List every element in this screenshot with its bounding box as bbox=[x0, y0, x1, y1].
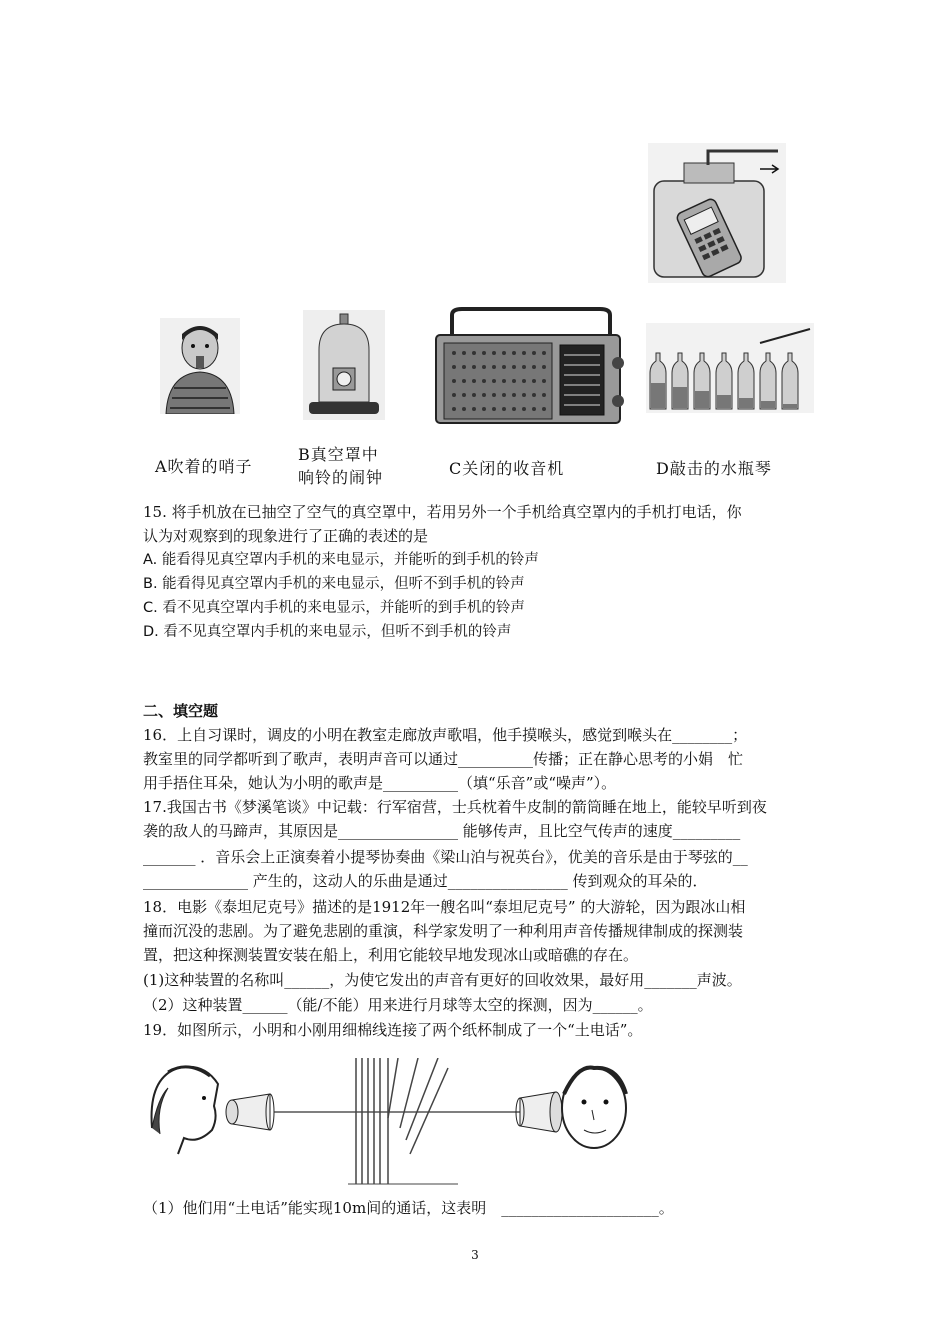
q18-sub1: (1)这种装置的名称叫______，为使它发出的声音有更好的回收效果，最好用_______声波。 bbox=[143, 971, 742, 989]
q18-line2: 撞而沉没的悲剧。为了避免悲剧的重演，科学家发明了一种利用声音传播规律制成的探测装 bbox=[143, 922, 744, 940]
phone-in-jar-figure bbox=[648, 143, 786, 283]
q17-line1: 17.我国古书《梦溪笔谈》中记载：行军宿营，士兵枕着牛皮制的箭筒睡在地上，能较早听到夜 bbox=[143, 798, 767, 816]
q18-line3: 置，把这种探测装置安装在船上，利用它能较早地发现冰山或暗礁的存在。 bbox=[143, 946, 639, 964]
q16-line1: 16．上自习课时，调皮的小明在教室走廊放声歌唱，他手摸喉头，感觉到喉头在________； bbox=[143, 726, 748, 744]
q15-stem-line2: 认为对观察到的现象进行了正确的表述的是 bbox=[143, 527, 429, 545]
q16-line2: 教室里的同学都听到了歌声，表明声音可以通过__________传播；正在静心思考的小娟 忙 bbox=[143, 750, 744, 768]
q17-line2: 袭的敌人的马蹄声，其原因是________________ 能够传声，且比空气传声的速度_________ bbox=[143, 822, 741, 840]
radio-figure bbox=[432, 305, 630, 427]
q19-sub1: （1）他们用“土电话”能实现10m间的通话，这表明 _____________________。 bbox=[143, 1199, 674, 1217]
water-bottles-figure bbox=[646, 323, 814, 413]
caption-b-line1: B真空罩中 bbox=[298, 445, 379, 464]
section-heading: 二、填空题 bbox=[143, 702, 219, 720]
string-telephone-figure bbox=[148, 1058, 648, 1186]
q15-option-d: D. 看不见真空罩内手机的来电显示，但听不到手机的铃声 bbox=[143, 624, 512, 640]
boy-whistle-figure bbox=[160, 318, 240, 414]
q17-line4: ______________ 产生的，这动人的乐曲是通过________________ 传到观众的耳朵的． bbox=[143, 872, 708, 890]
q17-line3: _______ ．音乐会上正演奏着小提琴协奏曲《梁山泊与祝英台》，优美的音乐是由于琴弦的__ bbox=[143, 848, 748, 866]
q18-sub2: （2）这种装置______（能/不能）用来进行月球等太空的探测，因为______。 bbox=[143, 996, 653, 1014]
q15-option-a: A. 能看得见真空罩内手机的来电显示，并能听的到手机的铃声 bbox=[143, 552, 539, 568]
caption-b-line2: 响铃的闹钟 bbox=[298, 468, 384, 487]
q16-line3: 用手捂住耳朵，她认为小明的歌声是__________（填“乐音”或“噪声”）。 bbox=[143, 774, 617, 792]
q19-stem: 19．如图所示，小明和小刚用细棉线连接了两个纸杯制成了一个“土电话”。 bbox=[143, 1021, 643, 1039]
bell-jar-clock-figure bbox=[303, 310, 385, 420]
q15-option-b: B. 能看得见真空罩内手机的来电显示，但听不到手机的铃声 bbox=[143, 576, 525, 592]
caption-d: D敲击的水瓶琴 bbox=[656, 459, 772, 478]
caption-c: C关闭的收音机 bbox=[449, 459, 565, 478]
q18-line1: 18．电影《泰坦尼克号》描述的是1912年一艘名叫“泰坦尼克号” 的大游轮，因为跟冰山相 bbox=[143, 898, 746, 916]
caption-a: A吹着的哨子 bbox=[155, 457, 253, 476]
page-number: 3 bbox=[471, 1248, 479, 1262]
q15-option-c: C. 看不见真空罩内手机的来电显示，并能听的到手机的铃声 bbox=[143, 600, 525, 616]
q15-stem-line1: 15. 将手机放在已抽空了空气的真空罩中，若用另外一个手机给真空罩内的手机打电话，你 bbox=[143, 503, 742, 521]
